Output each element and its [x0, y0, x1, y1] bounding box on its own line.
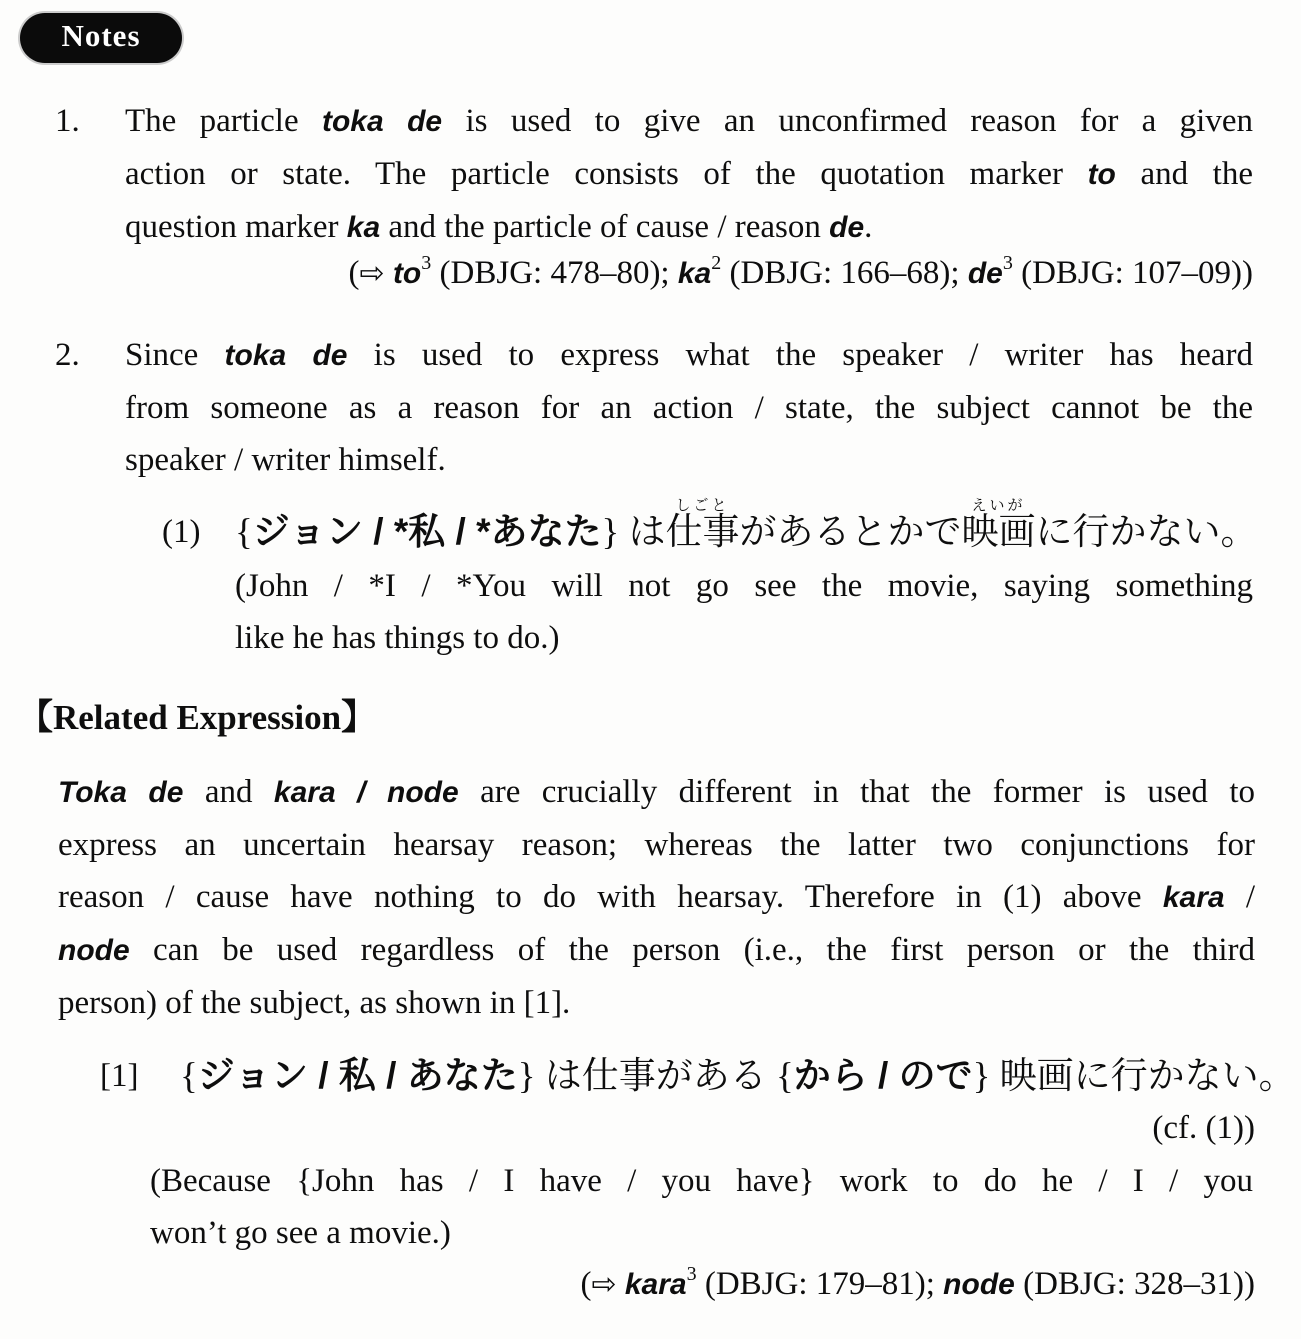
notes-badge-label: Notes — [61, 18, 141, 53]
example-bracket-1-translation-line-2: won’t go see a movie.) — [150, 1215, 451, 1251]
example-1-number: (1) — [162, 514, 201, 550]
note-1-line-1: The particle toka de is used to give an unconfirmed reason for a given — [125, 103, 1253, 139]
example-1-translation — [235, 560, 1253, 664]
re-paragraph-line-1: Toka de and kara / node are crucially different in that the former is used to — [58, 774, 1255, 810]
note-1-cross-reference: (⇨ $to^3$ (DBJG: 478–80); $ka^2$ (DBJG: 166–68); $de^3$ (DBJG: 107–09)) — [348, 252, 1253, 291]
note-2-number: 2. — [55, 337, 80, 373]
note-1-line-2: action or state. The particle consists of the quotation marker to and the — [125, 156, 1253, 192]
related-expression-header: 【Related Expression】 — [18, 698, 377, 737]
note-2-line-3: speaker / writer himself. — [125, 442, 446, 478]
note-1-line-3: question marker ka and the particle of cause / reason de. — [125, 209, 873, 245]
example-1-japanese-text: {ジョン / *私 / *あなた} は仕事しごとがあるとかで映画えいがに行かない。 — [235, 498, 1258, 553]
note-item-2 — [55, 329, 1254, 486]
note-2-line-1: Since toka de is used to express what the speaker / writer has heard — [125, 337, 1254, 373]
example-bracket-1-number: [1] — [100, 1058, 139, 1094]
re-paragraph-line-4: node can be used regardless of the person (i.e., the first person or the third — [58, 932, 1255, 968]
example-1-translation-line-2: like he has things to do.) — [235, 620, 560, 656]
example-1-japanese-sentence — [162, 498, 1258, 561]
cf-reference: (cf. (1)) — [1152, 1110, 1255, 1146]
notes-section-badge — [20, 13, 182, 63]
note-2-line-2: from someone as a reason for an action / state, the subject cannot be the — [125, 390, 1253, 426]
re-paragraph-line-5: person) of the subject, as shown in [1]. — [58, 985, 571, 1021]
example-bracket-1-translation — [150, 1155, 1253, 1259]
example-bracket-1-translation-line-1: (Because {John has / I have / you have} work to do he / I / you — [150, 1163, 1253, 1199]
note-1-number: 1. — [55, 103, 80, 139]
example-1-translation-line-1: (John / *I / *You will not go see the movie, saying something — [235, 568, 1253, 604]
furigana-ruby: 仕事しごと — [665, 498, 740, 553]
re-paragraph-line-3: reason / cause have nothing to do with hearsay. Therefore in (1) above kara / — [58, 879, 1255, 915]
related-expression-cross-reference: (⇨ kara$^3$ (DBJG: 179–81); node (DBJG: 328–31)) — [580, 1263, 1255, 1302]
re-paragraph-line-2: express an uncertain hearsay reason; whereas the latter two conjunctions for — [58, 827, 1255, 863]
example-bracket-1-japanese-text: {ジョン / 私 / あなた} は仕事がある {から / ので} 映画に行かない。 — [180, 1055, 1296, 1097]
furigana-ruby: 映画えいが — [961, 498, 1036, 553]
note-item-1 — [55, 95, 1253, 254]
related-expression-paragraph — [58, 766, 1255, 1029]
example-bracket-1-japanese-sentence — [100, 1048, 1296, 1105]
